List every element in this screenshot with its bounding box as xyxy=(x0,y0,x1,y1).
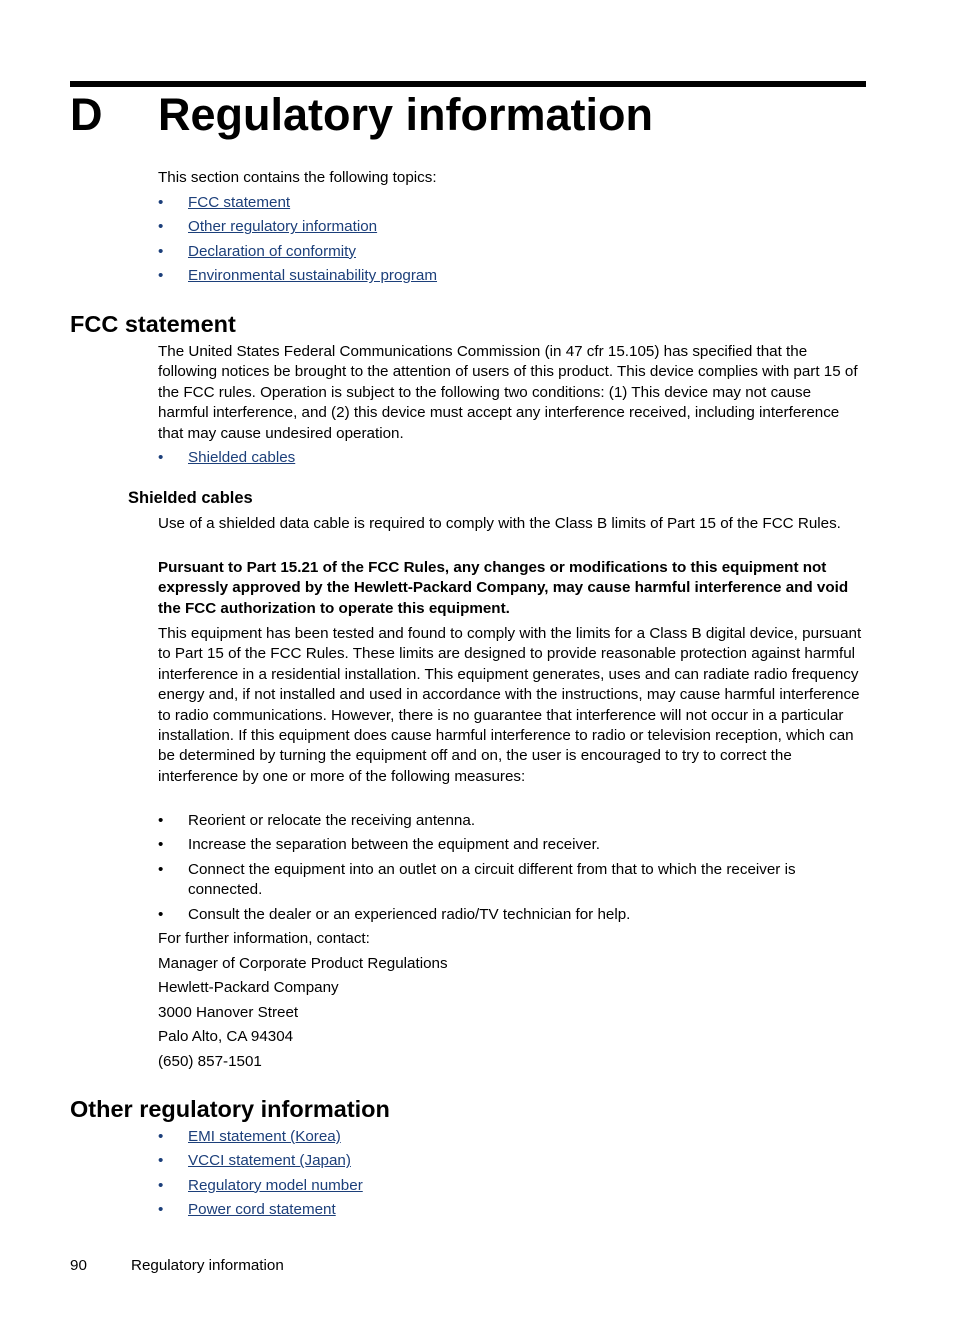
measure-text: Increase the separation between the equipment and receiver. xyxy=(188,836,601,854)
contact-block xyxy=(158,929,863,1077)
topic-link-other-regulatory[interactable]: Other regulatory information xyxy=(188,218,378,236)
topic-item xyxy=(158,242,863,262)
contact-line: Hewlett-Packard Company xyxy=(158,979,339,997)
shielded-heading: Shielded cables xyxy=(128,489,253,507)
other-link-item xyxy=(158,1151,863,1171)
bullet: • xyxy=(158,905,164,923)
bullet: • xyxy=(158,267,164,285)
measure-text: Connect the equipment into an outlet on a circuit different from that to which the receiver is connected. xyxy=(188,860,796,899)
other-link-item xyxy=(158,1176,863,1196)
bullet: • xyxy=(158,194,164,211)
measures-list xyxy=(158,811,863,929)
other-heading: Other regulatory information xyxy=(70,1096,390,1122)
other-link-item xyxy=(158,1200,863,1220)
bullet: • xyxy=(158,1152,164,1170)
measure-item xyxy=(158,835,863,855)
topic-link-environmental[interactable]: Environmental sustainability program xyxy=(188,267,438,285)
contact-line: (650) 857-1501 xyxy=(158,1052,262,1070)
bullet: • xyxy=(158,1128,164,1145)
bullet: • xyxy=(158,836,164,854)
measure-item xyxy=(158,905,863,925)
footer-title: Regulatory information xyxy=(131,1257,284,1274)
chapter-heading xyxy=(70,88,870,142)
bullet: • xyxy=(158,242,164,260)
chapter-title: Regulatory information xyxy=(158,89,654,140)
fcc-link-item xyxy=(158,448,863,468)
contact-intro: For further information, contact: xyxy=(158,930,370,947)
other-link-item xyxy=(158,1127,863,1147)
measure-item xyxy=(158,811,863,831)
topic-item xyxy=(158,193,863,213)
shielded-cables-link[interactable]: Shielded cables xyxy=(188,449,296,466)
contact-line: Palo Alto, CA 94304 xyxy=(158,1028,294,1046)
chapter-rule xyxy=(70,81,866,87)
vcci-japan-link[interactable]: VCCI statement (Japan) xyxy=(188,1152,351,1170)
bullet: • xyxy=(158,860,164,878)
power-cord-link[interactable]: Power cord statement xyxy=(188,1201,336,1219)
topic-item xyxy=(158,217,863,237)
measure-text: Reorient or relocate the receiving antenna. xyxy=(188,812,476,829)
bullet: • xyxy=(158,1176,164,1194)
contact-line: Manager of Corporate Product Regulations xyxy=(158,954,448,972)
measure-text: Consult the dealer or an experienced radio/TV technician for help. xyxy=(188,905,631,923)
shielded-p1: Use of a shielded data cable is required to comply with the Class B limits of Part 15 of the FCC Rules. xyxy=(158,515,841,532)
page-footer xyxy=(70,1256,284,1276)
emi-korea-link[interactable]: EMI statement (Korea) xyxy=(188,1128,341,1145)
topic-link-fcc-statement[interactable]: FCC statement xyxy=(188,194,291,211)
bullet: • xyxy=(158,218,164,236)
contact-line: 3000 Hanover Street xyxy=(158,1003,299,1021)
intro-text: This section contains the following topics: xyxy=(158,169,437,186)
regulatory-model-link[interactable]: Regulatory model number xyxy=(188,1176,363,1194)
bullet: • xyxy=(158,1201,164,1219)
shielded-p2: Pursuant to Part 15.21 of the FCC Rules, any changes or modifications to this equipment not expressly approved by the Hewlett-Packard Company, may cause harmful interference and void the FCC authorization to operate this equipment. xyxy=(158,559,849,617)
bullet: • xyxy=(158,812,164,829)
measure-item xyxy=(158,860,863,901)
other-link-list xyxy=(158,1127,863,1225)
fcc-link-list xyxy=(158,448,863,472)
topic-list xyxy=(158,193,863,291)
topic-link-declaration[interactable]: Declaration of conformity xyxy=(188,242,356,260)
shielded-p3: This equipment has been tested and found to comply with the limits for a Class B digital device, pursuant to Part 15 of the FCC Rules. These limits are designed to provide reasonable protection against harmful interference in a residential installation. This equipment generates, uses and can radiate radio frequency energy and, if not installed and used in accordance with the instructions, may cause harmful interference to radio communications. However, there is no guarantee that interference will not occur in a particular installation. If this equipment does cause harmful interference to radio or television reception, which can be determined by turning the equipment off and on, the user is encouraged to try to correct the interference by one or more of the following measures: xyxy=(158,625,862,785)
fcc-body: The United States Federal Communications Commission (in 47 cfr 15.105) has specified that the following notices be brought to the attention of users of this product. This device complies with part 15 of the FCC rules. Operation is subject to the following two conditions: (1) This device may not cause harmful interference, and (2) this device must accept any interference received, including interference that may cause undesired operation. xyxy=(158,343,858,442)
fcc-heading: FCC statement xyxy=(70,311,236,337)
bullet: • xyxy=(158,449,164,466)
topic-item xyxy=(158,266,863,286)
page-number: 90 xyxy=(70,1257,87,1274)
chapter-letter: D xyxy=(70,89,103,140)
